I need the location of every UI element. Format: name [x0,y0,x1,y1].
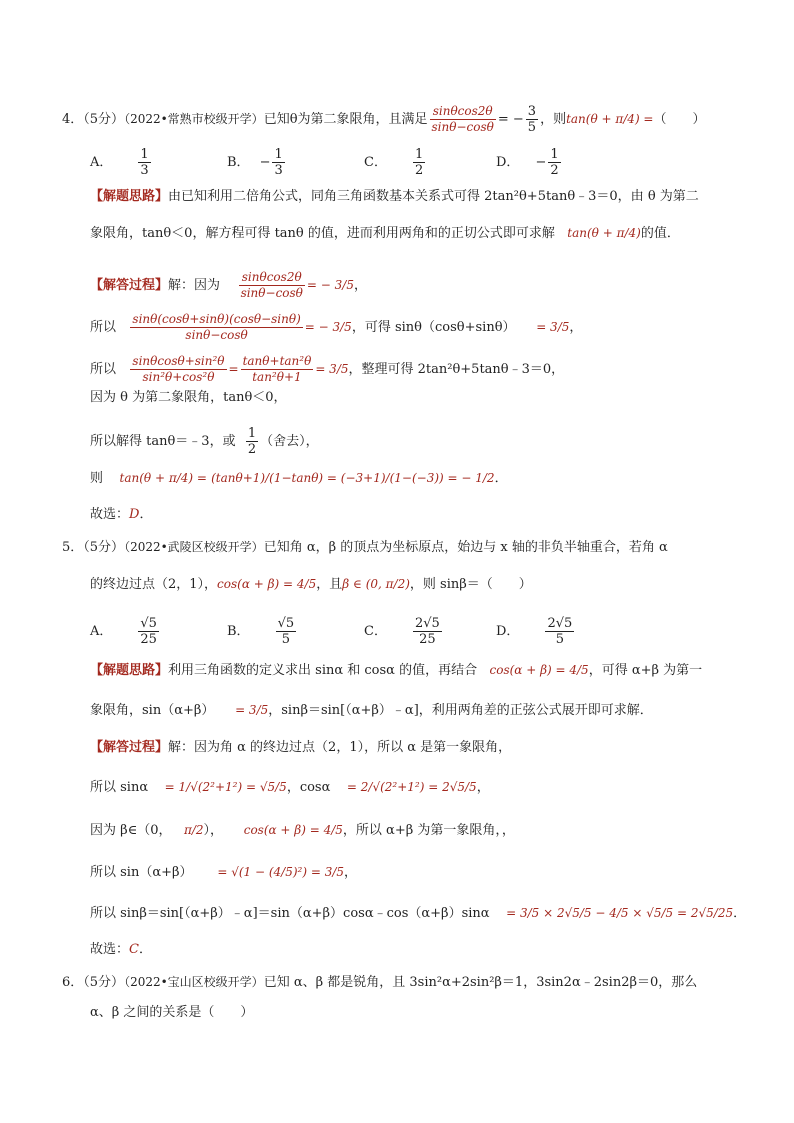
q4-proc-line2: 所以 $\frac{\sin\theta(\cos\theta+\sin\theta)(\cos\theta-\sin\theta)}{\sin\theta-\cos\theta}$ = − 3/5，可得 sinθ（cosθ+sinθ） = 3/5， [90,312,583,342]
q4-proc-line5: 所以解得 tanθ＝﹣3，或 $\frac{1}{2}$ （舍去）， [90,426,319,457]
q4-stem: 4．（5分）（2022•常熟市校级开学）已知θ为第二象限角，且满足 $\frac{\sin\theta\cos 2\theta}{\sin\theta-\cos\theta}$ = − $\frac{3}{5}$ ，则tan(θ + π/4) =（ ） [62,104,706,135]
q5-answer: 故选：C． [90,942,152,957]
q4-proc-line3: 所以 $\frac{\text{sinθcosθ+sin²θ}}{\text{sin²θ+cos²θ}}$ = $\frac{\text{tanθ+tan²θ}}{\text{tan²θ+1}}$ = 3/5，整理可得 2tan²θ+5tanθ﹣3＝0， [90,354,565,384]
q5-stem-line2: 的终边过点（2，1），cos(α + β) = 4/5，且β ∈ (0, π/2)，则 sinβ＝（ ） [90,577,532,592]
q5-option-d[interactable]: D． $\frac{2√5}{5}$ [496,616,573,647]
q4-idea-line1: 【解题思路】由已知利用二倍角公式，同角三角函数基本关系式可得 2tan²θ+5tanθ﹣3＝0，由 θ 为第二 [90,189,699,204]
q6-stem-line2: α、β 之间的关系是（ ） [90,1005,254,1020]
q4-proc-line1: 【解答过程】解：因为 $\frac{\sin\theta\cos 2\theta}{\sin\theta-\cos\theta}$ = − 3/5， [90,270,367,300]
q5-proc-line1: 【解答过程】解：因为角 α 的终边过点（2，1），所以 α 是第一象限角， [90,740,512,755]
q5-idea-line2: 象限角，sin（α+β） = 3/5，sinβ＝sin[（α+β）﹣α]，利用两角差的正弦公式展开即可求解． [90,703,653,718]
q4-option-a[interactable]: A． $\frac{1}{3}$ [90,147,149,178]
q4-option-c[interactable]: C． $\frac{1}{2}$ [364,147,424,178]
q6-stem-line1: 6．（5分）（2022•宝山区校级开学）已知 α、β 都是锐角，且 3sin²α+2sin²β＝1，3sin2α﹣2sin2β＝0，那么 [62,975,698,990]
q5-idea-line1: 【解题思路】利用三角函数的定义求出 sinα 和 cosα 的值，再结合 cos(α + β) = 4/5，可得 α+β 为第一 [90,663,703,678]
q5-option-a[interactable]: A． $\frac{√5}{25}$ [90,616,157,647]
q4-proc-line6: 则 tan(θ + π/4) = (tanθ+1)/(1−tanθ) = (−3+1)/(1−(−3)) = − 1/2． [90,471,508,486]
q5-proc-line2: 所以 sinα = 1/√(2²+1²) = √5/5，cosα = 2/√(2²+1²) = 2√5/5， [90,780,490,795]
q4-proc-line4: 因为 θ 为第二象限角，tanθ＜0， [90,390,287,405]
q5-proc-line5: 所以 sinβ＝sin[（α+β）﹣α]＝sin（α+β）cosα﹣cos（α+β）sinα = 3/5 × 2√5/5 − 4/5 × √5/5 = 2√5/25． [90,906,747,921]
q5-option-c[interactable]: C． $\frac{2√5}{25}$ [364,616,440,647]
q4-idea-line2: 象限角，tanθ＜0，解方程可得 tanθ 的值，进而利用两角和的正切公式即可求解 tan(θ + π/4)的值． [90,226,680,241]
q5-proc-line4: 所以 sin（α+β） = √(1 − (4/5)²) = 3/5， [90,865,358,880]
q5-option-b[interactable]: B． $\frac{√5}{5}$ [227,616,295,647]
q4-option-b[interactable]: B． − $\frac{1}{3}$ [227,147,283,178]
q5-stem-line1: 5．（5分）（2022•武陵区校级开学）已知角 α，β 的顶点为坐标原点，始边与 x 轴的非负半轴重合，若角 α [62,540,668,555]
q5-proc-line3: 因为 β∈（0， π/2）， cos(α + β) = 4/5，所以 α+β 为第一象限角，， [90,823,515,838]
q4-condition-rhs: $\frac{3}{5}$ [527,104,537,135]
q4-condition-fraction: $\frac{\sin\theta\cos 2\theta}{\sin\theta-\cos\theta}$ [431,104,494,134]
q4-answer: 故选：D． [90,507,153,522]
q4-option-d[interactable]: D． − $\frac{1}{2}$ [496,147,559,178]
